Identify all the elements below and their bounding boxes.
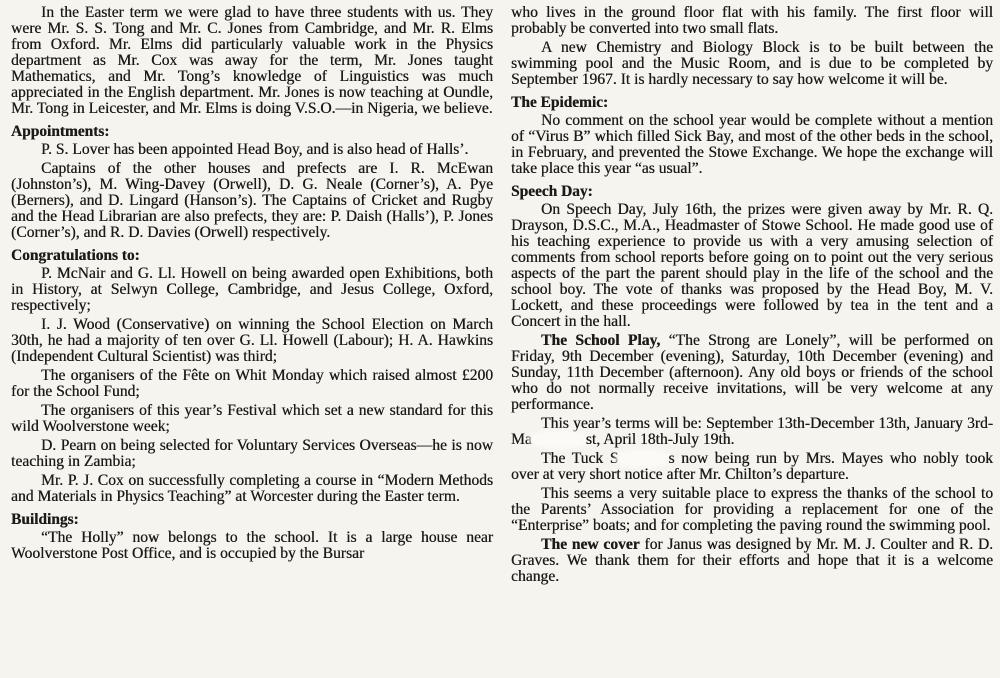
text-run: A new Chemistry and Biology Block is to be built between the swimming pool and the Music Room, and is due to be completed by September 1967. It is hardly necessary to say how welcome it will be.: [511, 39, 993, 88]
text-run: I. J. Wood (Conservative) on winning the School Election on March 30th, he had a majority of ten over G. Ll. Howell (Labour); H. A. Hawkins (Independent Cultural Scientist) was third;: [11, 316, 493, 365]
paragraph: [11, 5, 493, 117]
text-run: who lives in the ground floor flat with his family. The first floor will probably be converted into two small flats.: [511, 4, 993, 37]
scan-blemish: [532, 433, 586, 446]
text-run: On Speech Day, July 16th, the prizes were given away by Mr. R. Q. Drayson, D.S.C., M.A., Headmaster of Stowe School. He made good use of his teaching experience to provide us with a very amusing selection of comments from school reports before going on to point out the very serious aspects of the part the parent should play in the life of the school and the school boy. The vote of thanks was proposed by the Head Boy, M. V. Lockett, and these proceedings were followed by tea in the tent and a Concert in the hall.: [511, 201, 993, 330]
text-run: Buildings:: [11, 511, 79, 528]
paragraph: [511, 40, 993, 88]
text-run: This year’s terms will be: September 13th-December 13th, January 3rd-Ma: [511, 415, 993, 448]
text-run: Mr. P. J. Cox on successfully completing a course in “Modern Methods and Materials in Physics Teaching” at Worcester during the Easter term.: [11, 472, 493, 505]
text-run: Appointments:: [11, 123, 110, 140]
left-column: [11, 5, 493, 565]
text-run: “The Strong are Lonely”, will be performed on Friday, 9th December (evening), Saturday, 10th December (evening) and Sunday, 11th December (afternoon). Any old boys or friends of the school who do not normally receive invitations, will be very welcome at any performance.: [511, 332, 993, 413]
text-run: The Tuck S: [541, 450, 619, 467]
paragraph: [511, 202, 993, 330]
section-heading: [11, 512, 493, 528]
scan-blemish: [618, 452, 668, 465]
paragraph: [11, 161, 493, 241]
bold-lead: The School Play,: [541, 332, 661, 349]
text-run: s now being run by Mrs. Mayes who nobly took over at very short notice after Mr. Chilton’s departure.: [511, 450, 993, 483]
text-run: D. Pearn on being selected for Voluntary Services Overseas—he is now teaching in Zambia;: [11, 437, 493, 470]
section-heading: [511, 184, 993, 200]
paragraph: [11, 142, 493, 158]
section-heading: [11, 124, 493, 140]
text-run: “The Holly” now belongs to the school. It is a large house near Woolverstone Post Office, and is occupied by the Bursar: [11, 529, 493, 562]
text-run: The Epidemic:: [511, 94, 609, 111]
paragraph: [11, 317, 493, 365]
paragraph: [11, 473, 493, 505]
paragraph: [511, 486, 993, 534]
text-run: P. S. Lover has been appointed Head Boy, and is also head of Halls’.: [41, 141, 469, 158]
text-run: for Janus was designed by Mr. M. J. Coulter and R. D. Graves. We thank them for their efforts and hope that it is a welcome change.: [511, 536, 993, 585]
paragraph: [11, 438, 493, 470]
text-run: The organisers of the Fête on Whit Monday which raised almost £200 for the School Fund;: [11, 367, 493, 400]
text-run: Congratulations to:: [11, 247, 140, 264]
paragraph: [511, 333, 993, 413]
section-heading: [11, 248, 493, 264]
paragraph: [511, 113, 993, 177]
text-run: In the Easter term we were glad to have three students with us. They were Mr. S. S. Tong and Mr. C. Jones from Cambridge, and Mr. R. Elms from Oxford. Mr. Elms did particularly valuable work in the Physics department as Mr. Cox was away for the term, Mr. Jones taught Mathematics, and Mr. Tong’s knowledge of Linguistics was much appreciated in the English department. Mr. Jones is now teaching at Oundle, Mr. Tong in Leicester, and Mr. Elms is doing V.S.O.—in Nigeria, we believe.: [11, 4, 493, 117]
paragraph: [11, 530, 493, 562]
paragraph: [11, 403, 493, 435]
text-run: The organisers of this year’s Festival which set a new standard for this wild Woolverstone week;: [11, 402, 493, 435]
text-run: Captains of the other houses and prefects are I. R. McEwan (Johnston’s), M. Wing-Davey (Orwell), D. G. Neale (Corner’s), A. Pye (Berners), and D. Lingard (Hanson’s). The Captains of Cricket and Rugby and the Head Librarian are also prefects, they are: P. Daish (Halls’), P. Jones (Corner’s), and R. D. Davies (Orwell) respectively.: [11, 160, 493, 241]
right-column: [511, 5, 993, 588]
text-run: This seems a very suitable place to express the thanks of the school to the Parents’ Association for providing a replacement for one of the “Enterprise” boats; and for completing the paving round the swimming pool.: [511, 485, 993, 534]
bold-lead: The new cover: [541, 536, 640, 553]
paragraph: [11, 368, 493, 400]
paragraph: [511, 416, 993, 448]
section-heading: [511, 95, 993, 111]
text-run: Speech Day:: [511, 183, 593, 200]
text-run: No comment on the school year would be complete without a mention of “Virus B” which filled Sick Bay, and most of the other beds in the school, in February, and prevented the Stowe Exchange. We hope the exchange will take place this year “as usual”.: [511, 112, 993, 177]
text-run: P. McNair and G. Ll. Howell on being awarded open Exhibitions, both in History, at Selwyn College, Cambridge, and Jesus College, Oxford, respectively;: [11, 265, 493, 314]
paragraph: [11, 266, 493, 314]
paragraph: [511, 5, 993, 37]
paragraph: [511, 537, 993, 585]
paragraph: [511, 451, 993, 483]
text-run: st, April 18th-July 19th.: [585, 431, 735, 448]
